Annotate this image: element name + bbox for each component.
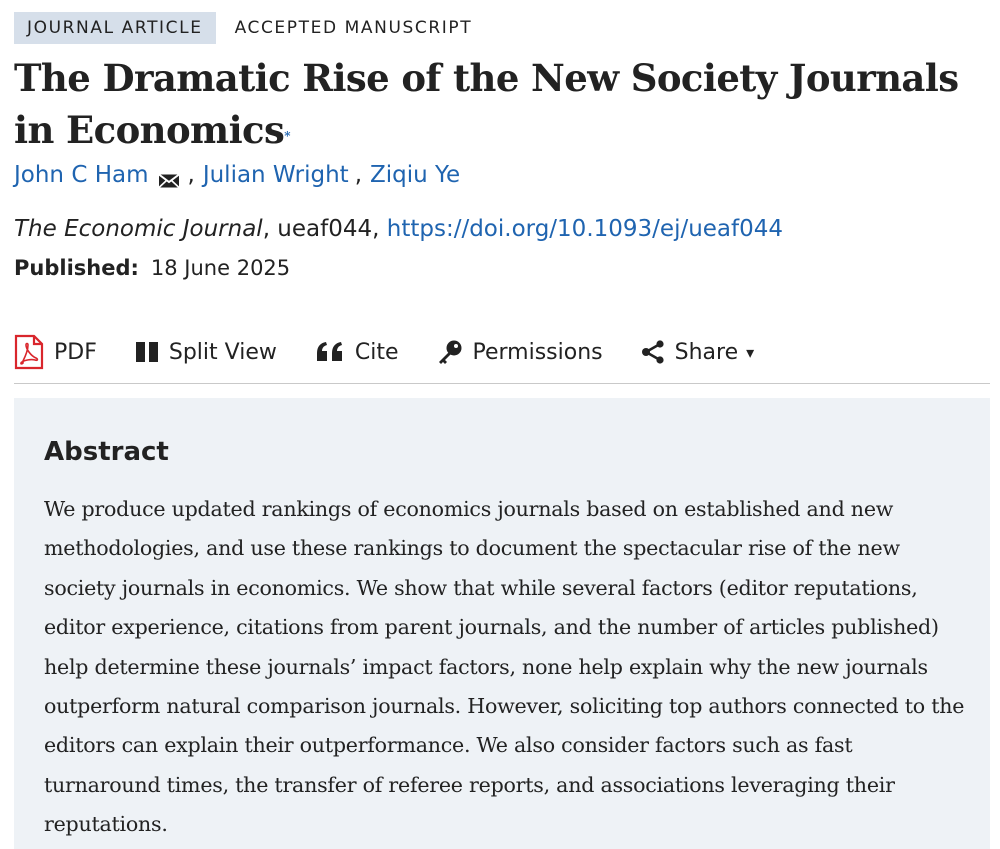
author-link-ziqiu-ye[interactable]: Ziqiu Ye	[370, 162, 461, 188]
split-view-button[interactable]	[135, 340, 277, 365]
article-id: , ueaf044,	[262, 216, 387, 242]
author-separator: ,	[187, 162, 195, 188]
article-title	[14, 52, 990, 156]
abstract-heading: Abstract	[44, 437, 169, 467]
pdf-icon	[14, 334, 44, 370]
permissions-button-label: Permissions	[472, 339, 603, 365]
author-separator: ,	[354, 162, 362, 188]
article-toolbar	[14, 321, 990, 384]
permissions-button[interactable]	[437, 339, 603, 365]
doi-link[interactable]: https://doi.org/10.1093/ej/ueaf044	[386, 216, 784, 242]
split-view-button-label: Split View	[168, 339, 277, 365]
pdf-button[interactable]	[14, 334, 97, 370]
published-date: 18 June 2025	[150, 256, 291, 280]
chevron-down-icon: ▾	[746, 342, 755, 362]
manuscript-status-tag: ACCEPTED MANUSCRIPT	[234, 18, 473, 38]
share-button[interactable]	[641, 340, 755, 365]
article-header	[14, 12, 990, 837]
article-title-text: The Dramatic Rise of the New Society Journals in Economics	[14, 56, 959, 152]
split-view-icon	[135, 341, 159, 363]
author-link-john-c-ham[interactable]: John C Ham	[14, 162, 149, 188]
envelope-icon[interactable]	[158, 167, 180, 183]
share-icon	[641, 340, 665, 364]
cite-button-label: Cite	[354, 339, 399, 365]
key-icon	[437, 339, 463, 365]
cite-button[interactable]	[315, 340, 399, 365]
journal-name: The Economic Journal	[14, 216, 263, 242]
abstract-section	[14, 398, 990, 849]
published-date-line	[14, 254, 990, 282]
title-footnote-link[interactable]: *	[284, 129, 291, 143]
author-list	[14, 160, 990, 190]
article-type-tag: JOURNAL ARTICLE	[14, 12, 216, 44]
citation-line	[14, 214, 990, 244]
article-tags	[14, 12, 990, 44]
published-label: Published:	[14, 256, 139, 280]
share-button-label: Share	[674, 339, 739, 365]
abstract-text: We produce updated rankings of economics journals based on established and new methodologies, and use these rankings to document the spectacular rise of the new society journals in economics. We show that while several factors (editor reputations, editor experience, citations from parent journals, and the number of articles published) help determine these journals’ impact factors, none help explain why the new journals outperform natural comparison journals. However, soliciting top authors connected to the editors can explain their outperformance. We also consider factors such as fast turnaround times, the transfer of referee reports, and associations leveraging their reputations.	[44, 497, 965, 837]
author-link-julian-wright[interactable]: Julian Wright	[202, 162, 349, 188]
quote-icon	[315, 341, 345, 363]
pdf-button-label: PDF	[54, 339, 97, 365]
